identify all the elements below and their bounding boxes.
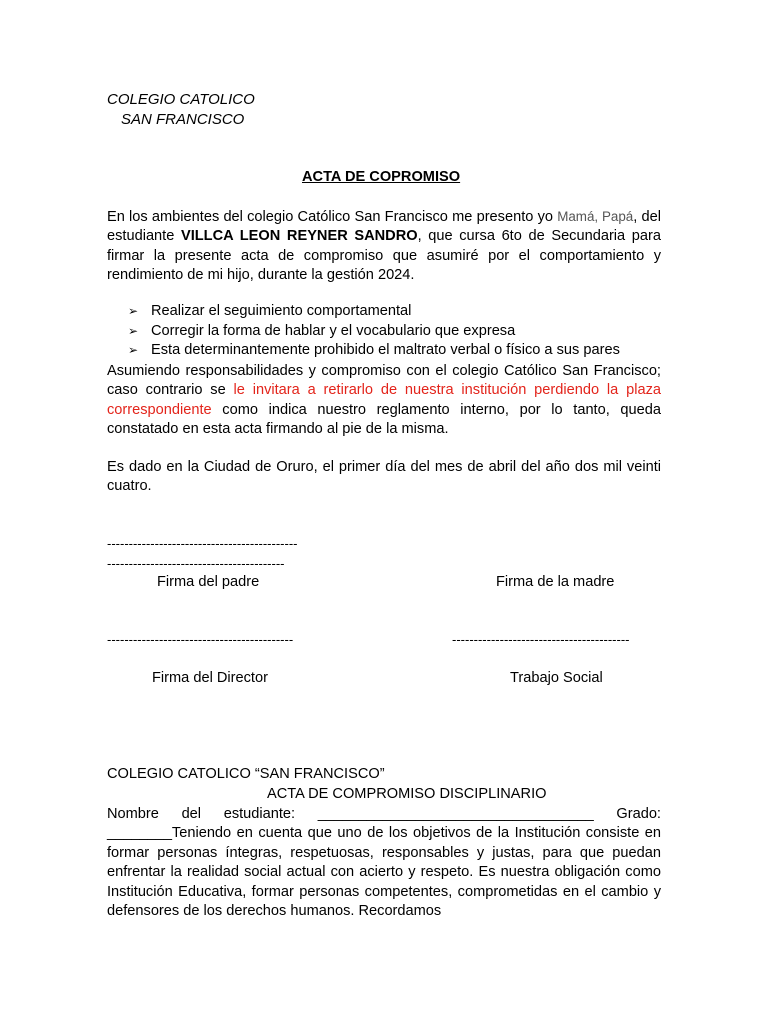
document-title: ACTA DE COPROMISO — [302, 169, 461, 185]
signature-line: ----------------------------------------- — [107, 556, 285, 571]
intro-text-2: , del estudiante — [107, 209, 661, 245]
signature-line: ------------------------------------------- — [107, 632, 294, 647]
responsibility-paragraph: Asumiendo responsabilidades y compromiso con el colegio Católico San Francisco; caso contrario se le invitara a retirarlo de nuestra institución perdiendo la plaza correspondiente como indica nuestro reglamento interno, por lo tanto, queda constatado en esta acta firmando al pie de la misma. — [107, 363, 661, 438]
intro-text-1: En los ambientes del colegio Católico San Francisco me presento yo — [107, 209, 558, 225]
warning-text: le invitara a retirarlo de nuestra institución perdiendo la plaza correspondiente — [107, 382, 661, 418]
school-name-line1: COLEGIO CATOLICO — [107, 91, 255, 108]
arrow-bullet-icon: ➢ — [128, 304, 139, 318]
commitment-list — [128, 302, 620, 361]
social-work-signature-label: Trabajo Social — [510, 670, 603, 686]
second-document-title: ACTA DE COMPROMISO DISCIPLINARIO — [267, 786, 547, 802]
mother-signature-label: Firma de la madre — [496, 574, 615, 590]
arrow-bullet-icon: ➢ — [128, 343, 139, 358]
school-name-line2: SAN FRANCISCO — [121, 111, 245, 128]
second-school-name: COLEGIO CATOLICO “SAN FRANCISCO” — [107, 766, 385, 782]
signature-line: ----------------------------------------- — [452, 632, 630, 647]
arrow-bullet-icon: ➢ — [128, 323, 139, 338]
intro-paragraph — [107, 207, 661, 286]
second-body-paragraph: Nombre del estudiante: __________________________________ Grado: ________Teniendo en cuenta que uno de los objetivos de la Institución consiste en formar personas íntegras, respetuosas, responsables y justas, para que puedan enfrentar la realidad social actual con acierto y respeto. Es nuestra obligación como Institución Educativa, formar personas competentes, comprometidas en el cambio y defensores de los derechos humanos. Recordamos — [107, 806, 661, 920]
list-item: ➢ Esta determinantemente prohibido el maltrato verbal o físico a sus pares — [128, 341, 620, 361]
father-signature-label: Firma del padre — [157, 574, 260, 590]
closing-paragraph: Es dado en la Ciudad de Oruro, el primer día del mes de abril del año dos mil veinti cuatro. — [107, 459, 661, 495]
signature-line: -------------------------------------------- — [107, 536, 298, 551]
parents-text: Mamá, Papá — [557, 209, 634, 224]
list-item: ➢ Corregir la forma de hablar y el vocabulario que expresa — [128, 322, 620, 342]
intro-text-3: , que cursa 6to de Secundaria para firmar la presente acta de compromiso que asumiré por el comportamiento y rendimiento de mi hijo, durante la gestión 2024. — [107, 228, 661, 284]
student-name: VILLCA LEON REYNER SANDRO — [180, 228, 418, 245]
list-item: ➢ Realizar el seguimiento comportamental — [128, 302, 620, 322]
director-signature-label: Firma del Director — [152, 670, 268, 686]
